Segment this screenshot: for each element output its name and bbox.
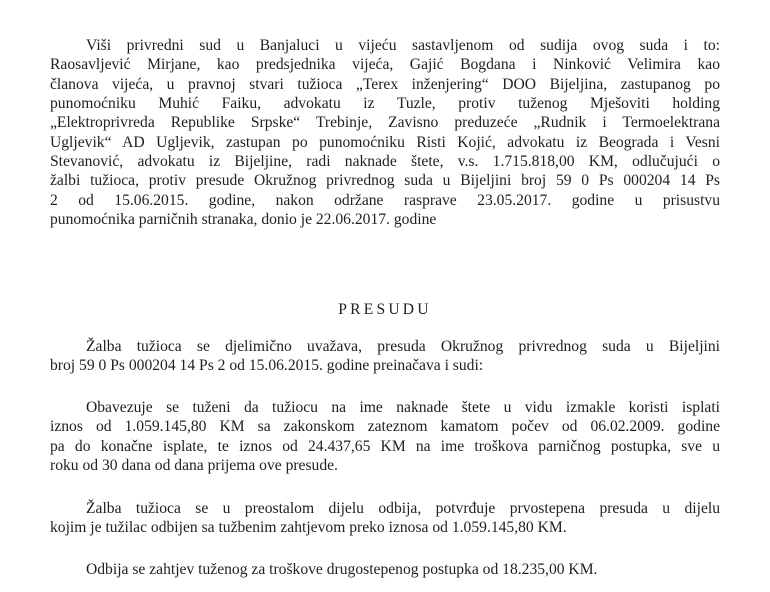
paragraph-line: kojim je tužilac odbijen sa tužbenim zahtjevom preko iznosa od 1.059.145,80 KM. bbox=[50, 519, 567, 537]
verdict-title: PRESUDU bbox=[338, 301, 432, 318]
intro-line: Raosavljević Mirjane, kao predsjednika vijeća, Gajić Bogdana i Ninković Velimira kao bbox=[50, 56, 720, 74]
intro-line: Ugljevik“ AD Ugljevik, zastupan po punomoćniku Risti Kojić, advokatu iz Beograda i Vesni bbox=[50, 133, 720, 151]
paragraph-line: pa do konačne isplate, te iznos od 24.437,65 KM na ime troškova parničnog postupka, sve u bbox=[50, 437, 720, 455]
verdict-paragraph-2 bbox=[50, 398, 720, 475]
verdict-paragraph-1 bbox=[50, 337, 720, 376]
intro-line: Stevanović, advokatu iz Bijeljine, radi naknade štete, v.s. 1.715.818,00 KM, odlučujući o bbox=[50, 152, 720, 170]
paragraph-line: Odbija se zahtjev tuženog za troškove drugostepenog postupka od 18.235,00 KM. bbox=[86, 561, 598, 578]
intro-line: punomoćniku Muhić Faiku, advokatu iz Tuzle, protiv tuženog Mješoviti holding bbox=[50, 94, 720, 112]
verdict-paragraph-3 bbox=[50, 499, 720, 538]
paragraph-line: broj 59 0 Ps 000204 14 Ps 2 od 15.06.2015. godine preinačava i sudi: bbox=[50, 357, 484, 375]
paragraph-line: Žalba tužioca se djelimično uvažava, presuda Okružnog privrednog suda u Bijeljini bbox=[86, 338, 720, 355]
intro-line: Viši privredni sud u Banjaluci u vijeću sastavljenom od sudija ovog suda i to: bbox=[86, 37, 720, 54]
paragraph-line: Žalba tužioca se u preostalom dijelu odbija, potvrđuje prvostepena presuda u dijelu bbox=[86, 500, 720, 517]
intro-line: članova vijeća, u pravnoj stvari tužioca „Terex inženjering“ DOO Bijeljina, zastupanog po bbox=[50, 75, 720, 93]
paragraph-line: iznos od 1.059.145,80 KM sa zakonskom zateznom kamatom počev od 06.02.2009. godine bbox=[50, 418, 720, 436]
intro-line: 2 od 15.06.2015. godine, nakon održane rasprave 23.05.2017. godine u prisustvu bbox=[50, 191, 720, 209]
intro-line: žalbi tužioca, protiv presude Okružnog privrednog suda u Bijeljini broj 59 0 Ps 000204 14 Ps bbox=[50, 172, 720, 190]
intro-line: punomoćnika parničnih stranaka, donio je 22.06.2017. godine bbox=[50, 210, 437, 228]
paragraph-line: Obavezuje se tuženi da tužiocu na ime naknade štete u vidu izmakle koristi isplati bbox=[86, 399, 720, 416]
intro-line: „Elektroprivreda Republike Srpske“ Trebinje, Zavisno preduzeće „Rudnik i Termoelektrana bbox=[50, 114, 720, 132]
paragraph-line: roku od 30 dana od dana prijema ove presude. bbox=[50, 456, 338, 474]
verdict-paragraph-4 bbox=[50, 560, 720, 579]
intro-paragraph bbox=[50, 36, 720, 229]
